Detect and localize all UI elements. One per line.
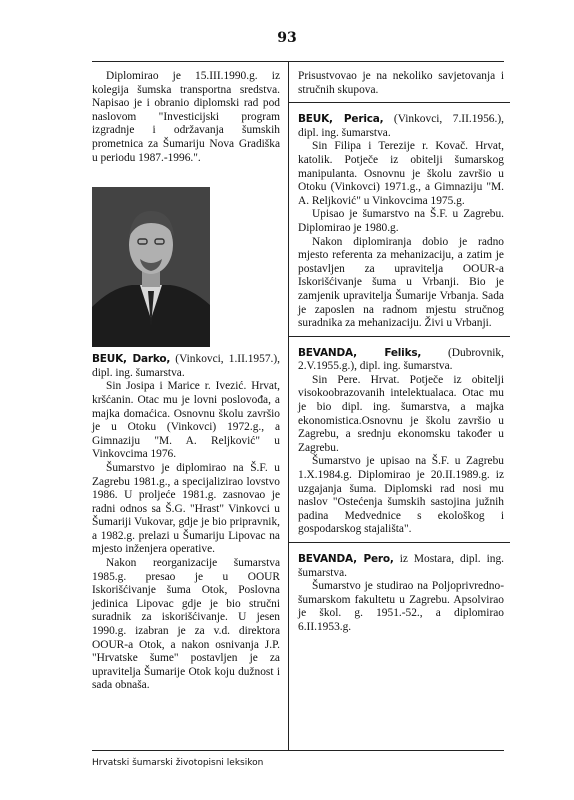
left-column: [92, 70, 280, 693]
entry-bevanda-feliks-header: [298, 347, 504, 374]
entry-birth: (Vinkovci, 7.II.1956.), dipl. ing. šumarstva.: [298, 113, 504, 139]
entry-bevanda-pero-header: [298, 553, 504, 580]
intro-paragraph: Diplomirao je 15.III.1990.g. iz kolegija šumska transportna sredstva. Napisao je i obranio diplomski rad pod naslovom "Investicijski program izgradnje i održavanja šumskih prometnica za Šumariju Nova Gradiška u periodu 1987.-1996.".: [92, 70, 280, 164]
entry-birth: (Vinkovci, 1.II.1957.), dipl. ing. šumarstva.: [92, 353, 280, 379]
entry-paragraph: Sin Filipa i Terezije r. Kovač. Hrvat, katolik. Potječe iz obitelji šumarskog manipulanta. Osnovnu je školu završio u Otoku (Vinkovci) 1971.g., a Gimnaziju "M. A. Reljković" u Vinkovcima 1975.g.: [298, 140, 504, 207]
entry-beuk-darko-header: [92, 353, 280, 380]
page-number: 93: [277, 30, 297, 46]
entry-name: BEVANDA, Pero,: [298, 553, 394, 565]
entry-separator: [288, 542, 510, 543]
bottom-rule: [92, 750, 504, 751]
entry-birth: (Dubrovnik, 2.V.1955.g.), dipl. ing. šumarstva.: [298, 346, 504, 373]
entry-paragraph: Sin Josipa i Marice r. Ivezić. Hrvat, kršćanin. Otac mu je lovni poslovođa, a majka domaćica. Osnovnu školu završio je u Otoku (Vinkovci) 1972.g., a Gimnaziju "M. A. Reljković" u Vinkovcima 1976.: [92, 380, 280, 461]
entry-name: BEUK, Perica,: [298, 113, 384, 126]
footer-title: Hrvatski šumarski životopisni leksikon: [92, 758, 264, 768]
entry-paragraph: Upisao je šumarstvo na Š.F. u Zagrebu. Diplomirao je 1980.g.: [298, 208, 504, 234]
entry-birth: iz Mostara, dipl. ing. šumarstva.: [298, 553, 504, 579]
right-column: [298, 70, 504, 635]
top-rule: [92, 61, 504, 62]
entry-separator: [288, 336, 510, 337]
entry-paragraph: Šumarstvo je diplomirao na Š.F. u Zagrebu 1981.g., a specijalizirao lovstvo 1986. U proljeće 1981.g. zasnovao je radni odnos sa Š.G. "Hrast" Vinkovci u Šumariji Vukovar, gdje je bio pripravnik, a 1982.g. prelazi u Šumariju Lipovac na mjesto inženjera operative.: [92, 461, 280, 556]
entry-beuk-perica-header: [298, 113, 504, 140]
entry-name: BEUK, Darko,: [92, 353, 171, 366]
entry-name: BEVANDA, Feliks,: [298, 346, 422, 359]
entry-paragraph: Sin Pere. Hrvat. Potječe iz obitelji visokoobrazovanih intelektualaca. Otac mu je bio dipl. ing. šumarstva, a majka ekonomistica.Osnovnu je školu završio u Zagrebu, a srednju ekonomsku također u Zagrebu.: [298, 373, 504, 454]
entry-paragraph: Nakon reorganizacije šumarstva 1985.g. presao je u OOUR Iskorišćivanje šuma Otok, Poslovna jedinica Lipovac gdje je bio stručni suradnik za iskorišćivanje. U jesen 1990.g. izabran je za v.d. direktora OOUR-a Otok, a nakon osnivanja J.P. "Hrvatske šume" postavljen je za upravitelja Šumarije Otok koju dužnost i sada obnaša.: [92, 557, 280, 692]
entry-separator: [288, 102, 510, 103]
column-divider: [288, 61, 289, 750]
portrait-photo: [92, 187, 210, 347]
entry-paragraph: Šumarstvo je upisao na Š.F. u Zagrebu 1.X.1984.g. Diplomirao je 20.II.1989.g. iz uzgajanja šuma. Diplomski rad nosi mu naslov "Ostećenja šumskih sastojina južnih padina Medvednice s ekološkog i gospodarskog stajališta".: [298, 455, 504, 536]
entry-paragraph: Šumarstvo je studirao na Poljoprivredno-šumarskom fakultetu u Zagrebu. Apsolvirao je škol. g. 1951.-52., a diplomirao 6.II.1953.g.: [298, 580, 504, 633]
portrait-photo-frame: [92, 187, 280, 347]
continued-paragraph: Prisustvovao je na nekoliko savjetovanja i stručnih skupova.: [298, 70, 504, 96]
entry-paragraph: Nakon diplomiranja dobio je radno mjesto referenta za mehanizaciju, a zatim je postavljen za upravitelja OOUR-a Iskorišćivanje šuma u Vrbanji. Bio je zamjenik upravitelja Šumarije Vrbanja. Sada je zaposlen na radnom mjestu stručnog suradnika za mehanizaciju. Živi u Vrbanji.: [298, 235, 504, 330]
